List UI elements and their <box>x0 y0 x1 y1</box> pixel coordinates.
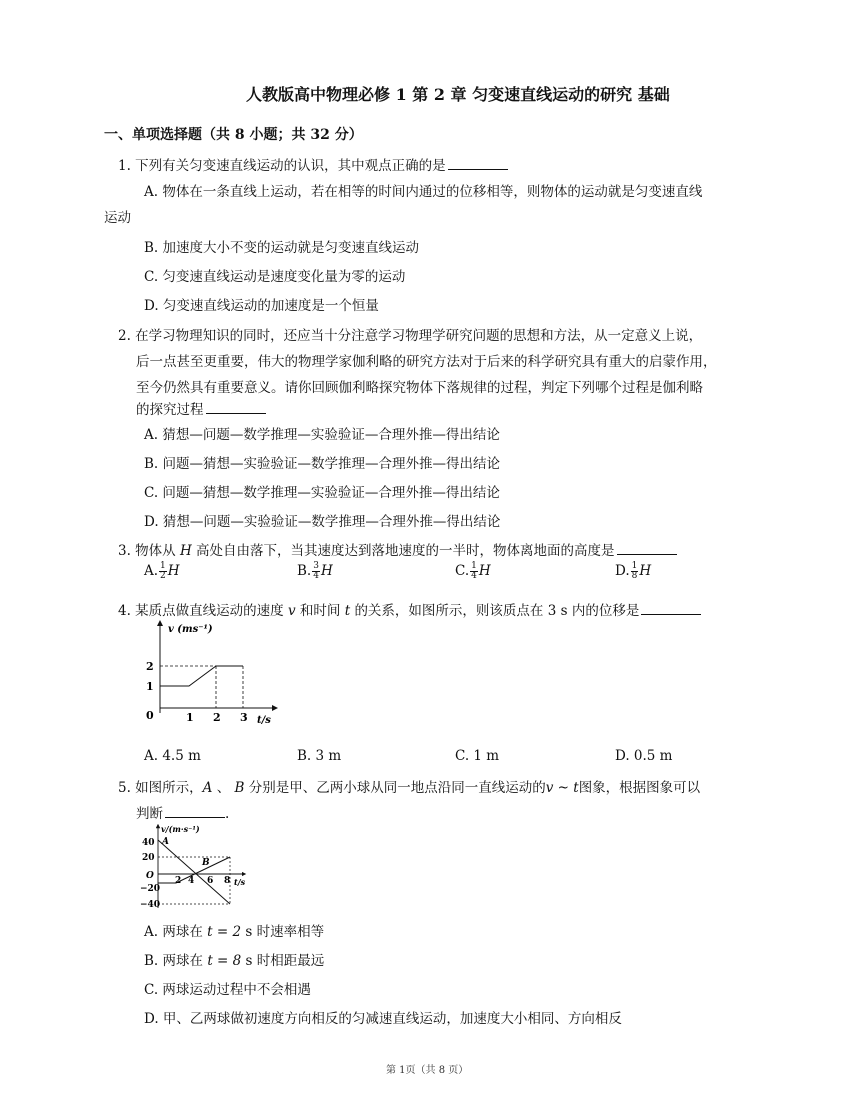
q2-option-d: D. 猜想—问题—实验验证—数学推理—合理外推—得出结论 <box>144 514 501 530</box>
y-tick-n20: −20 <box>140 884 161 894</box>
x-tick-1: 1 <box>186 711 194 724</box>
answer-blank <box>165 805 225 818</box>
page-footer: 第 1页（共 8 页） <box>386 1065 469 1076</box>
answer-blank <box>448 157 508 170</box>
label-b: B <box>202 858 210 868</box>
section-heading: 一、单项选择题（共 8 小题；共 32 分） <box>104 127 363 143</box>
q3-option-b: B. $\frac{3}{4}$ H <box>297 561 333 581</box>
q3-option-c: C. $\frac{1}{4}$ H <box>455 561 491 581</box>
q4-velocity-time-graph <box>140 615 290 730</box>
q2-stem-line1: 2. 在学习物理知识的同时，还应当十分注意学习物理学研究问题的思想和方法，从一定意义上说， <box>118 328 703 344</box>
q5-stem-line2: 判断 . <box>136 806 230 822</box>
origin-label: 0 <box>146 709 154 722</box>
q2-stem-line2: 后一点甚至更重要，伟大的物理学家伽利略的研究方法对于后来的科学研究具有重大的启蒙作用， <box>136 354 717 370</box>
y-tick-20: 20 <box>142 853 155 863</box>
q5-option-b: B. 两球在 t = 8 s 时相距最远 <box>144 953 325 969</box>
line-a <box>158 840 230 904</box>
q4-option-d: D. 0.5 m <box>615 748 673 764</box>
q5-velocity-time-graph <box>140 822 252 912</box>
x-tick-6: 6 <box>207 876 214 886</box>
x-axis-label: t/s <box>234 877 246 887</box>
q1-stem: 1. 下列有关匀变速直线运动的认识，其中观点正确的是 <box>118 154 508 174</box>
x-tick-2: 2 <box>175 876 182 886</box>
q1-option-b: B. 加速度大小不变的运动就是匀变速直线运动 <box>144 240 420 256</box>
answer-blank <box>617 542 677 555</box>
y-tick-n40: −40 <box>140 900 161 910</box>
y-tick-40: 40 <box>142 838 155 848</box>
label-a: A <box>162 837 169 847</box>
answer-blank <box>206 401 266 414</box>
q4-option-c: C. 1 m <box>455 748 500 764</box>
q1-option-d: D. 匀变速直线运动的加速度是一个恒量 <box>144 298 379 314</box>
q2-stem-line4: 的探究过程 <box>136 398 266 418</box>
q5-option-a: A. 两球在 t = 2 s 时速率相等 <box>144 924 325 940</box>
q1-option-c: C. 匀变速直线运动是速度变化量为零的运动 <box>144 269 406 285</box>
x-tick-3: 3 <box>240 711 248 724</box>
answer-blank <box>641 602 701 615</box>
origin-label: O <box>146 871 154 881</box>
x-tick-8: 8 <box>224 876 231 886</box>
q5-option-d: D. 甲、乙两球做初速度方向相反的匀减速直线运动，加速度大小相同、方向相反 <box>144 1011 622 1027</box>
q4-option-a: A. 4.5 m <box>144 748 201 764</box>
x-axis-label: t/s <box>257 715 271 726</box>
q2-option-a: A. 猜想—问题—数学推理—实验验证—合理外推—得出结论 <box>144 427 500 443</box>
y-tick-2: 2 <box>146 660 154 673</box>
q2-stem-line3: 至今仍然具有重要意义。请你回顾伽利略探究物体下落规律的过程，判定下列哪个过程是伽利略 <box>136 380 703 396</box>
q5-option-c: C. 两球运动过程中不会相遇 <box>144 982 311 998</box>
velocity-line <box>160 666 243 686</box>
y-axis-label: v (ms⁻¹) <box>168 624 213 635</box>
q1-option-a: A. 物体在一条直线上运动，若在相等的时间内通过的位移相等，则物体的运动就是匀变速直线 <box>144 184 703 200</box>
q1-option-a-cont: 运动 <box>104 210 131 226</box>
y-tick-1: 1 <box>146 680 154 693</box>
x-tick-2: 2 <box>213 711 221 724</box>
q3-option-a: A. $\frac{1}{2}$ H <box>144 561 180 581</box>
y-axis-label: v/(m·s⁻¹) <box>161 824 200 834</box>
q3-option-d: D. $\frac{1}{8}$ H <box>615 561 652 581</box>
q4-option-b: B. 3 m <box>297 748 342 764</box>
q5-stem-line1: 5. 如图所示，A 、 B 分别是甲、乙两小球从同一地点沿同一直线运动的v ~ t图象，根据图象可以 <box>118 780 701 796</box>
q2-option-c: C. 问题—猜想—数学推理—实验验证—合理外推—得出结论 <box>144 485 500 501</box>
x-tick-4: 4 <box>188 876 195 886</box>
page-title: 人教版高中物理必修 1 第 2 章 匀变速直线运动的研究 基础 <box>246 85 670 104</box>
q2-option-b: B. 问题—猜想—实验验证—数学推理—合理外推—得出结论 <box>144 456 501 472</box>
q4-stem: 4. 某质点做直线运动的速度 v 和时间 t 的关系，如图所示，则该质点在 3 s 内的位移是 <box>118 599 701 619</box>
q3-stem: 3. 物体从 H 高处自由落下，当其速度达到落地速度的一半时，物体离地面的高度是 <box>118 539 677 559</box>
